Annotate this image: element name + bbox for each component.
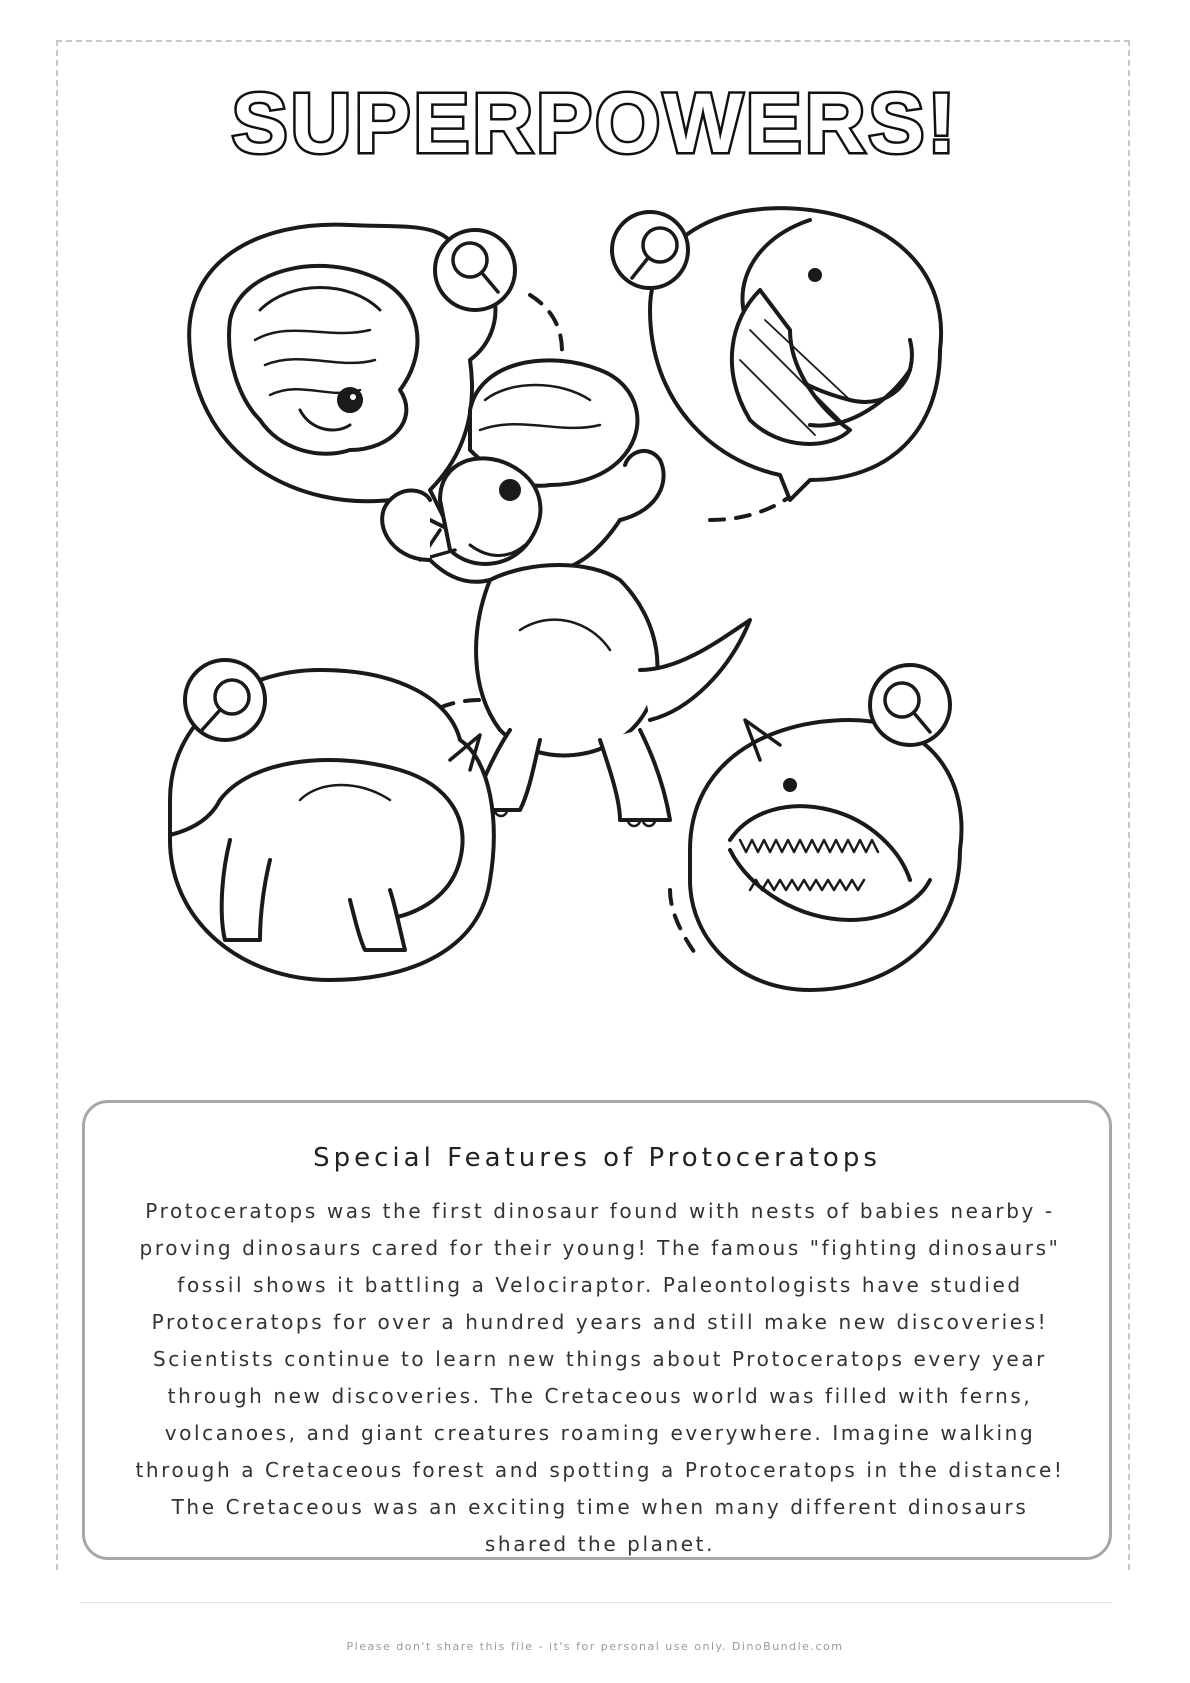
protoceratops-illustration xyxy=(150,200,1050,1080)
page-title xyxy=(0,86,1190,166)
info-heading: Special Features of Protoceratops xyxy=(313,1143,881,1173)
info-body: Protoceratops was the first dinosaur found with nests of babies nearby - proving dinosaurs cared for their young! The famous "fighting dinosaurs" fossil shows it battling a Velociraptor. Paleontologists have studied Protoceratops for over a hundred years and still make new discoveries! Scientists continue to learn new things about Protoceratops every year through new discoveries. The Cretaceous world was filled with ferns, volcanoes, and giant creatures roaming everywhere. Imagine walking through a Cretaceous forest and spotting a Protoceratops in the distance! The Cretaceous was an exciting time when many different dinosaurs shared the planet. xyxy=(135,1199,1065,1556)
info-box xyxy=(82,1100,1112,1560)
teeth-bubble xyxy=(690,665,962,990)
footer-note: Please don't share this file - it's for personal use only. DinoBundle.com xyxy=(346,1640,844,1653)
body-bubble xyxy=(170,660,494,980)
footer-divider xyxy=(80,1602,1112,1603)
beak-bubble xyxy=(612,208,941,500)
page-title-text: SUPERPOWERS! xyxy=(231,86,959,166)
